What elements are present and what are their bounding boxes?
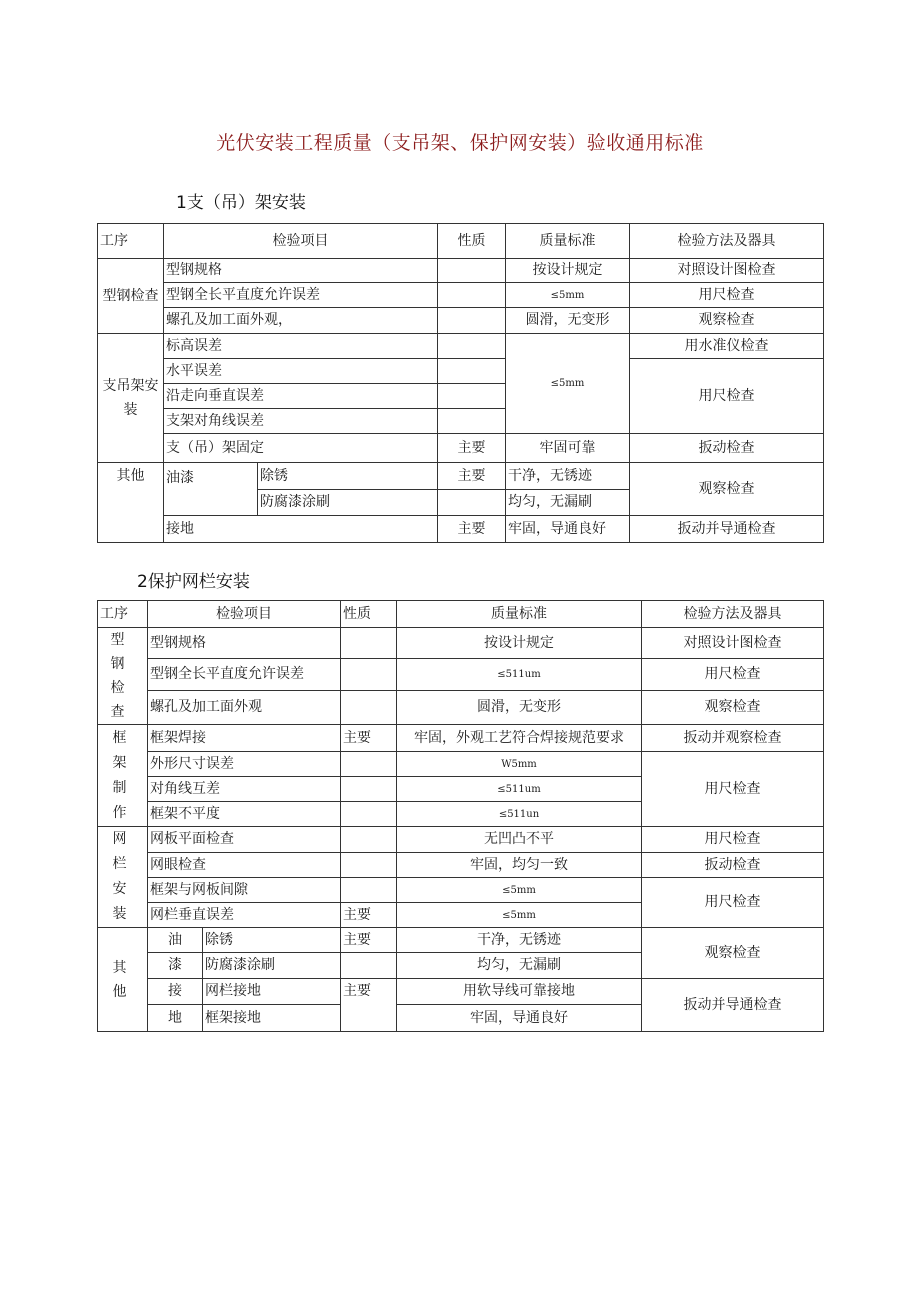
method-net-merged: 用尺检查 bbox=[642, 878, 824, 928]
nature-cell bbox=[438, 259, 506, 283]
header-method: 检验方法及器具 bbox=[642, 601, 824, 628]
item-outer-size: 外形尺寸误差 bbox=[148, 752, 341, 777]
nature-cell bbox=[341, 878, 397, 903]
item-rust-removal: 除锈 bbox=[258, 463, 438, 490]
group-other: 其他 bbox=[98, 463, 164, 543]
group-net-install: 网栏安装 bbox=[98, 827, 148, 928]
item-mesh: 网眼检查 bbox=[148, 853, 341, 878]
standard-bolt-hole: 圆滑，无变形 bbox=[506, 308, 630, 334]
standard-bolt-hole: 圆滑，无变形 bbox=[397, 690, 642, 724]
standard-fixing: 牢固可靠 bbox=[506, 434, 630, 463]
item-bolt-hole: 螺孔及加工面外观， bbox=[164, 308, 438, 334]
nature-cell bbox=[341, 827, 397, 853]
standard-frame-gap: ≤5mm bbox=[397, 878, 642, 903]
method-straightness: 用尺检查 bbox=[642, 659, 824, 690]
method-bolt-hole: 观察检查 bbox=[630, 308, 824, 334]
nature-net-ground: 主要 bbox=[341, 979, 397, 1032]
standard-outer-size: W5mm bbox=[397, 752, 642, 777]
header-standard: 质量标准 bbox=[506, 224, 630, 259]
nature-cell bbox=[438, 308, 506, 334]
nature-rust-removal: 主要 bbox=[438, 463, 506, 490]
header-nature: 性质 bbox=[438, 224, 506, 259]
standard-net-vertical: ≤5mm bbox=[397, 903, 642, 928]
ground-label-a: 接 bbox=[148, 979, 203, 1005]
standard-mesh: 牢固，均匀一致 bbox=[397, 853, 642, 878]
standard-net-ground: 用软导线可靠接地 bbox=[397, 979, 642, 1005]
method-bracket-merged: 用尺检查 bbox=[630, 359, 824, 434]
section2-heading: 2保护网栏安装 bbox=[137, 572, 250, 592]
paint-label-a: 油 bbox=[148, 928, 203, 953]
method-ground: 扳动并导通检查 bbox=[642, 979, 824, 1032]
method-fixing: 扳动检查 bbox=[630, 434, 824, 463]
header-item: 检验项目 bbox=[164, 224, 438, 259]
method-steel-spec: 对照设计图检查 bbox=[642, 628, 824, 659]
nature-rust-removal: 主要 bbox=[341, 928, 397, 953]
item-frame-ground: 框架接地 bbox=[203, 1005, 341, 1032]
item-frame-weld: 框架焊接 bbox=[148, 725, 341, 752]
standard-anticorrosion: 均匀，无漏刷 bbox=[397, 953, 642, 979]
method-grounding: 扳动并导通检查 bbox=[630, 516, 824, 543]
group-steel-check: 型钢检查 bbox=[98, 628, 148, 725]
method-frame-merged: 用尺检查 bbox=[642, 752, 824, 827]
item-frame-gap: 框架与网板间隙 bbox=[148, 878, 341, 903]
standard-frame-ground: 牢固，导通良好 bbox=[397, 1005, 642, 1032]
header-process: 工序 bbox=[98, 224, 164, 259]
nature-cell bbox=[438, 384, 506, 409]
item-steel-spec: 型钢规格 bbox=[148, 628, 341, 659]
standard-rust-removal: 干净，无锈迹 bbox=[506, 463, 630, 490]
item-level: 水平误差 bbox=[164, 359, 438, 384]
method-frame-weld: 扳动并观察检查 bbox=[642, 725, 824, 752]
nature-frame-weld: 主要 bbox=[341, 725, 397, 752]
header-item: 检验项目 bbox=[148, 601, 341, 628]
nature-cell bbox=[341, 752, 397, 777]
item-diagonal: 支架对角线误差 bbox=[164, 409, 438, 434]
group-bracket-install: 支吊架安装 bbox=[98, 334, 164, 463]
nature-net-vertical: 主要 bbox=[341, 903, 397, 928]
item-steel-spec: 型钢规格 bbox=[164, 259, 438, 283]
method-paint: 观察检查 bbox=[642, 928, 824, 979]
item-anticorrosion: 防腐漆涂刷 bbox=[258, 490, 438, 516]
nature-grounding: 主要 bbox=[438, 516, 506, 543]
standard-steel-spec: 按设计规定 bbox=[506, 259, 630, 283]
item-vertical: 沿走向垂直误差 bbox=[164, 384, 438, 409]
paint-label-b: 漆 bbox=[148, 953, 203, 979]
item-bolt-hole: 螺孔及加工面外观 bbox=[148, 690, 341, 724]
item-elevation: 标高误差 bbox=[164, 334, 438, 359]
section1-heading: 1支（吊）架安装 bbox=[176, 193, 306, 213]
standard-diagonal-diff: ≤511um bbox=[397, 777, 642, 802]
header-standard: 质量标准 bbox=[397, 601, 642, 628]
group-frame-making: 框架制作 bbox=[98, 725, 148, 827]
method-elevation: 用水准仪检查 bbox=[630, 334, 824, 359]
nature-cell bbox=[341, 659, 397, 690]
nature-cell bbox=[438, 409, 506, 434]
header-method: 检验方法及器具 bbox=[630, 224, 824, 259]
standard-grounding: 牢固，导通良好 bbox=[506, 516, 630, 543]
nature-cell bbox=[438, 334, 506, 359]
nature-cell bbox=[341, 853, 397, 878]
standard-straightness: ≤511um bbox=[397, 659, 642, 690]
item-frame-flatness: 框架不平度 bbox=[148, 802, 341, 827]
standard-panel-plane: 无凹凸不平 bbox=[397, 827, 642, 853]
method-straightness: 用尺检查 bbox=[630, 283, 824, 308]
page-title: 光伏安装工程质量（支吊架、保护网安装）验收通用标准 bbox=[216, 132, 704, 154]
item-panel-plane: 网板平面检查 bbox=[148, 827, 341, 853]
item-net-ground: 网栏接地 bbox=[203, 979, 341, 1005]
method-steel-spec: 对照设计图检查 bbox=[630, 259, 824, 283]
standard-anticorrosion: 均匀，无漏刷 bbox=[506, 490, 630, 516]
nature-cell bbox=[341, 628, 397, 659]
nature-fixing: 主要 bbox=[438, 434, 506, 463]
item-straightness: 型钢全长平直度允许误差 bbox=[164, 283, 438, 308]
nature-cell bbox=[438, 359, 506, 384]
nature-cell bbox=[341, 777, 397, 802]
item-grounding: 接地 bbox=[164, 516, 438, 543]
bracket-table bbox=[97, 223, 824, 543]
item-rust-removal: 除锈 bbox=[203, 928, 341, 953]
nature-cell bbox=[341, 802, 397, 827]
group-other: 其他 bbox=[98, 928, 148, 1032]
fence-table bbox=[97, 600, 824, 1032]
header-nature: 性质 bbox=[341, 601, 397, 628]
method-bolt-hole: 观察检查 bbox=[642, 690, 824, 724]
standard-rust-removal: 干净，无锈迹 bbox=[397, 928, 642, 953]
item-net-vertical: 网栏垂直误差 bbox=[148, 903, 341, 928]
header-process: 工序 bbox=[98, 601, 148, 628]
item-straightness: 型钢全长平直度允许误差 bbox=[148, 659, 341, 690]
standard-frame-weld: 牢固，外观工艺符合焊接规范要求 bbox=[397, 725, 642, 752]
method-mesh: 扳动检查 bbox=[642, 853, 824, 878]
method-paint: 观察检查 bbox=[630, 463, 824, 516]
nature-cell bbox=[438, 490, 506, 516]
standard-steel-spec: 按设计规定 bbox=[397, 628, 642, 659]
method-panel-plane: 用尺检查 bbox=[642, 827, 824, 853]
standard-frame-flatness: ≤511un bbox=[397, 802, 642, 827]
item-anticorrosion: 防腐漆涂刷 bbox=[203, 953, 341, 979]
standard-bracket-merged: ≤5mm bbox=[506, 334, 630, 434]
item-fixing: 支（吊）架固定 bbox=[164, 434, 438, 463]
paint-label: 油漆 bbox=[164, 463, 258, 516]
group-steel-check: 型钢检查 bbox=[98, 259, 164, 334]
ground-label-b: 地 bbox=[148, 1005, 203, 1032]
nature-cell bbox=[341, 690, 397, 724]
standard-straightness: ≤5mm bbox=[506, 283, 630, 308]
nature-cell bbox=[341, 953, 397, 979]
item-diagonal-diff: 对角线互差 bbox=[148, 777, 341, 802]
nature-cell bbox=[438, 283, 506, 308]
